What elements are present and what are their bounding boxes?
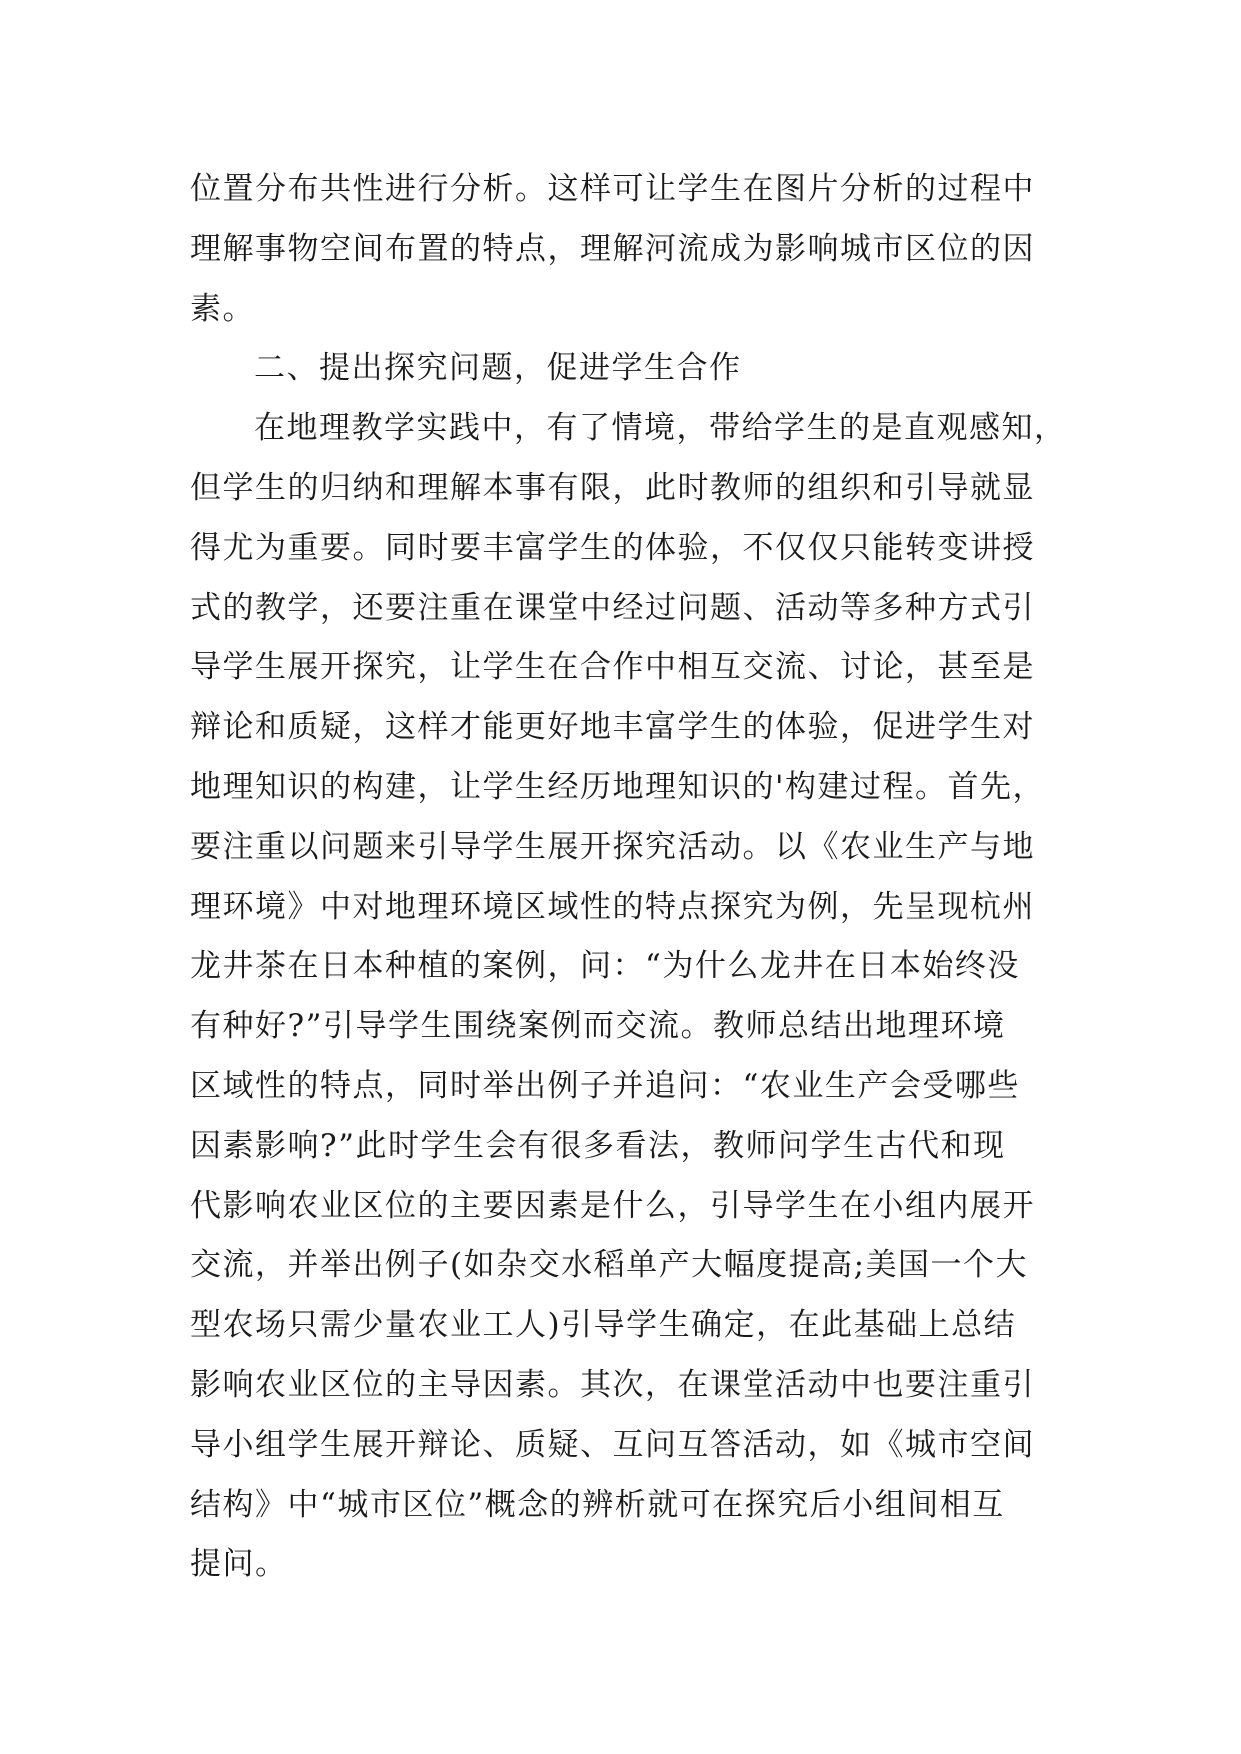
text-line: 代影响农业区位的主要因素是什么，引导学生在小组内展开 (190, 1187, 1035, 1224)
body-text (190, 160, 1070, 1595)
section-heading: 二、提出探究问题，促进学生合作 (254, 350, 742, 387)
text-line: 区域性的特点，同时举出例子并追问：“农业生产会受哪些 (190, 1067, 1020, 1104)
text-line: 结构》中“城市区位”概念的辨析就可在探究后小组间相互 (190, 1486, 1005, 1523)
text-line: 理环境》中对地理环境区域性的特点探究为例，先呈现杭州 (190, 888, 1035, 925)
text-line: 导小组学生展开辩论、质疑、互问互答活动，如《城市空间 (190, 1426, 1035, 1463)
text-line: 要注重以问题来引导学生展开探究活动。以《农业生产与地 (190, 828, 1035, 865)
paragraph-first-line: 在地理教学实践中，有了情境，带给学生的是直观感知， (254, 410, 1067, 447)
text-line: 地理知识的构建，让学生经历地理知识的'构建过程。首先， (190, 768, 1046, 805)
text-line: 得尤为重要。同时要丰富学生的体验，不仅仅只能转变讲授 (190, 529, 1035, 566)
text-line: 式的教学，还要注重在课堂中经过问题、活动等多种方式引 (190, 589, 1035, 626)
text-line: 有种好?”引导学生围绕案例而交流。教师总结出地理环境 (190, 1008, 1006, 1045)
text-line: 导学生展开探究，让学生在合作中相互交流、讨论，甚至是 (190, 649, 1035, 686)
text-line: 辩论和质疑，这样才能更好地丰富学生的体验，促进学生对 (190, 709, 1035, 746)
text-line: 交流，并举出例子(如杂交水稻单产大幅度提高;美国一个大 (190, 1247, 1029, 1284)
text-line: 型农场只需少量农业工人)引导学生确定，在此基础上总结 (190, 1307, 1017, 1344)
text-line: 提问。 (190, 1546, 288, 1583)
text-line: 但学生的归纳和理解本事有限，此时教师的组织和引导就显 (190, 469, 1035, 506)
text-line: 理解事物空间布置的特点，理解河流成为影响城市区位的因 (190, 230, 1035, 267)
text-line: 因素影响?”此时学生会有很多看法，教师问学生古代和现 (190, 1127, 1006, 1164)
text-line: 素。 (190, 290, 255, 327)
text-line: 影响农业区位的主导因素。其次，在课堂活动中也要注重引 (190, 1366, 1035, 1403)
text-line: 龙井茶在日本种植的案例，问：“为什么龙井在日本始终没 (190, 948, 1020, 985)
text-line: 位置分布共性进行分析。这样可让学生在图片分析的过程中 (190, 171, 1035, 207)
